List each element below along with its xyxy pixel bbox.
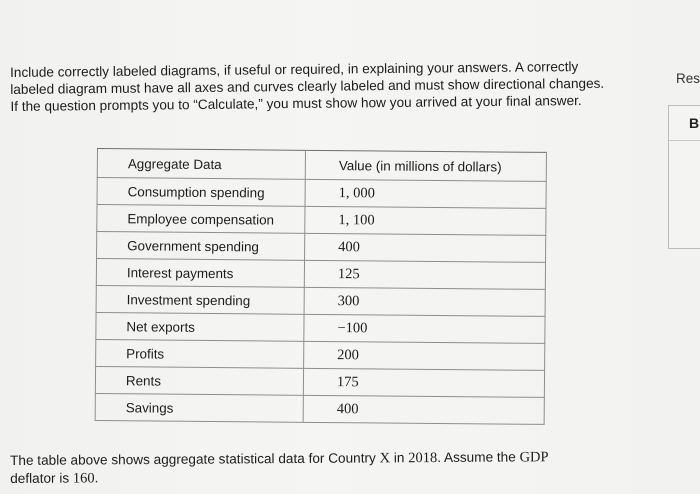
table-row [97, 232, 546, 263]
instructions-line-1: Include correctly labeled diagrams, if useful or required, in explaining your answers. A correctly [10, 59, 579, 80]
table-row [96, 259, 545, 290]
table-row [96, 285, 545, 316]
table-row [97, 205, 546, 236]
table-row [97, 178, 546, 209]
context-text: in [389, 450, 409, 466]
table-row [95, 366, 544, 397]
row-label: Interest payments [96, 259, 304, 288]
table-row [96, 339, 545, 370]
side-panel-letter: B [689, 115, 700, 131]
row-value: 400 [303, 395, 544, 424]
side-response-panel[interactable] [668, 105, 700, 249]
instructions-line-2: labeled diagram must have all axes and curves clearly labeled and must show directional changes. [10, 75, 605, 97]
row-label: Rents [95, 366, 303, 395]
side-panel-divider [669, 140, 700, 141]
row-label: Government spending [97, 232, 305, 261]
country-name: X [379, 450, 391, 467]
row-value: 175 [303, 368, 544, 397]
context-text: The table above shows aggregate statistical data for Country [10, 450, 380, 468]
row-label: Employee compensation [97, 205, 305, 234]
row-value: 300 [304, 287, 545, 316]
aggregate-data-table [95, 148, 547, 425]
instructions-text [10, 57, 650, 115]
row-label: Profits [96, 339, 304, 368]
context-text: deflator is [10, 470, 73, 486]
row-value: 400 [305, 233, 546, 262]
side-response-label: Res [676, 71, 700, 86]
row-label: Net exports [96, 312, 304, 341]
row-value: 1, 100 [305, 206, 546, 235]
column-header-value: Value (in millions of dollars) [305, 150, 546, 181]
table-row [95, 393, 544, 424]
row-value: 125 [304, 260, 545, 289]
table-header-row [97, 149, 546, 182]
question-context-text [10, 448, 610, 488]
row-value: −100 [304, 314, 545, 343]
row-label: Consumption spending [97, 178, 305, 207]
table-row [96, 312, 545, 343]
context-text: . Assume the [437, 449, 520, 466]
row-value: 200 [304, 341, 545, 370]
deflator-value: 160 [72, 470, 95, 487]
row-value: 1, 000 [305, 179, 546, 208]
row-label: Investment spending [96, 285, 304, 314]
gdp-term: GDP [519, 449, 549, 466]
column-header-aggregate-data: Aggregate Data [97, 149, 305, 180]
year-value: 2018 [408, 450, 438, 467]
row-label: Savings [95, 393, 303, 422]
aggregate-data-table-container [95, 148, 547, 425]
instructions-line-3: If the question prompts you to “Calculate,” you must show how you arrived at your final answer. [10, 93, 582, 114]
context-text: . [94, 470, 99, 486]
